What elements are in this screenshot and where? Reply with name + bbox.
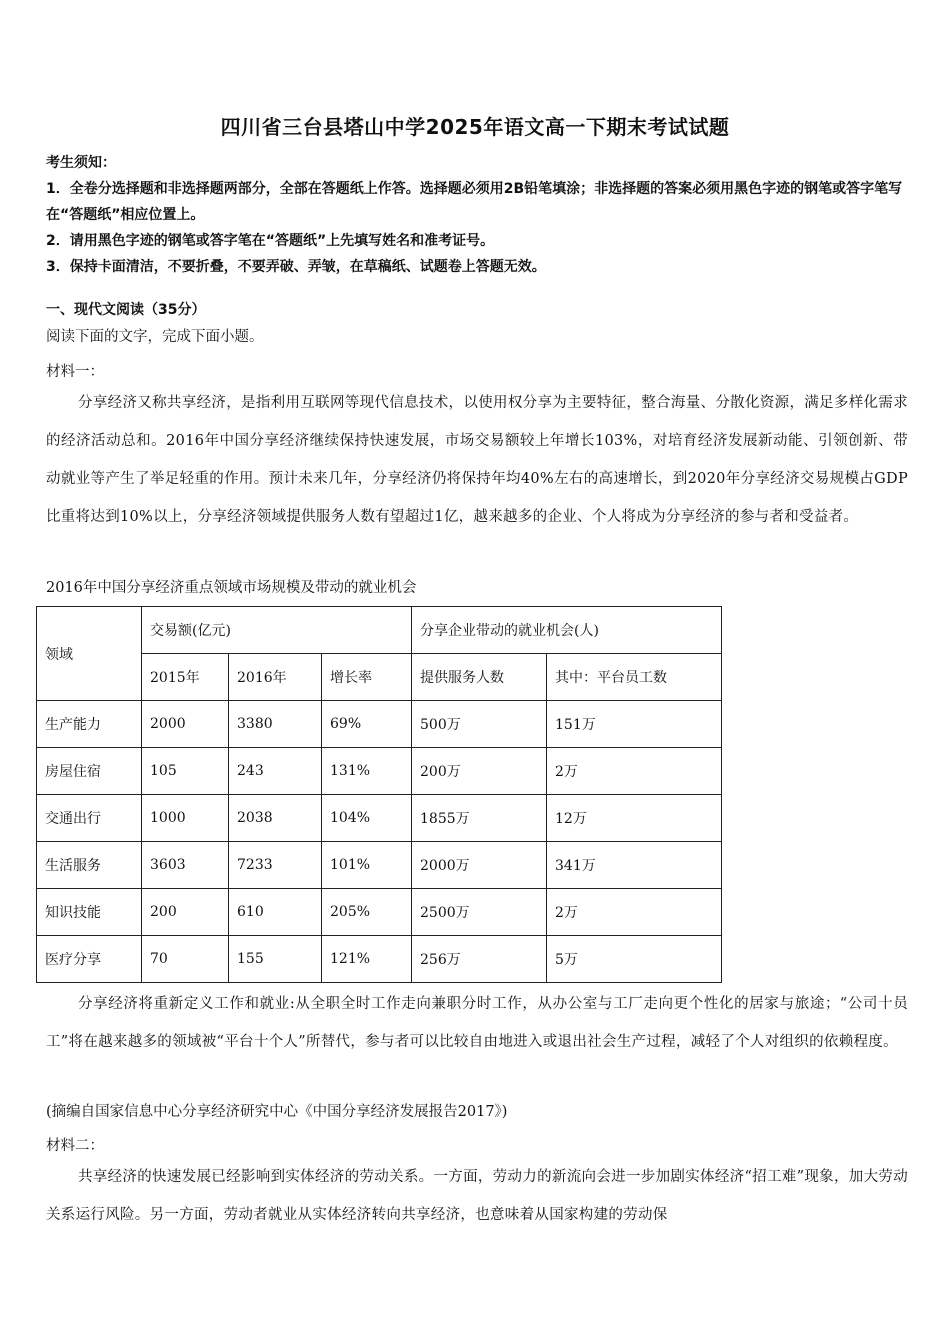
notice-item-1: 1．全卷分选择题和非选择题两部分，全部在答题纸上作答。选择题必须用2B铅笔填涂；非选择题的答案必须用黑色字迹的钢笔或答字笔写在“答题纸”相应位置上。 [46, 181, 903, 223]
table-cell: 104% [322, 795, 412, 842]
table-cell: 生活服务 [37, 842, 142, 889]
table-cell: 3380 [229, 701, 322, 748]
table-cell: 105 [142, 748, 229, 795]
header-2016: 2016年 [229, 654, 322, 701]
header-providers: 提供服务人数 [412, 654, 547, 701]
table-cell: 200万 [412, 748, 547, 795]
table-cell: 7233 [229, 842, 322, 889]
exam-notice [46, 150, 910, 280]
table-cell: 医疗分享 [37, 936, 142, 983]
header-growth: 增长率 [322, 654, 412, 701]
table-cell: 101% [322, 842, 412, 889]
material-1-label: 材料一： [46, 364, 104, 380]
table-cell: 69% [322, 701, 412, 748]
table-cell: 500万 [412, 701, 547, 748]
table-cell: 2000万 [412, 842, 547, 889]
table-cell: 151万 [547, 701, 722, 748]
material-2-label: 材料二： [46, 1138, 104, 1154]
table-cell: 200 [142, 889, 229, 936]
section-heading: 一、现代文阅读（35分） [46, 302, 206, 318]
table-cell: 70 [142, 936, 229, 983]
table-header-row-1 [37, 607, 722, 654]
table-cell: 341万 [547, 842, 722, 889]
notice-item-3: 3．保持卡面清洁，不要折叠，不要弄破、弄皱，在草稿纸、试题卷上答题无效。 [46, 259, 546, 275]
source-citation: (摘编自国家信息中心分享经济研究中心《中国分享经济发展报告2017》) [46, 1104, 508, 1120]
notice-heading: 考生须知： [46, 155, 116, 171]
table-cell: 2500万 [412, 889, 547, 936]
exam-title: 四川省三台县塔山中学2025年语文高一下期末考试试题 [220, 115, 730, 139]
table-cell: 610 [229, 889, 322, 936]
material-1-paragraph-2: 分享经济将重新定义工作和就业:从全职全时工作走向兼职分时工作，从办公室与工厂走向更个性化的居家与旅途；“公司十员工”将在越来越多的领域被“平台十个人”所替代，参与者可以比较自由地进入或退出社会生产过程，减轻了个人对组织的依赖程度。 [46, 996, 908, 1050]
table-cell: 2000 [142, 701, 229, 748]
table-cell: 生产能力 [37, 701, 142, 748]
header-trade-volume: 交易额(亿元) [142, 607, 412, 654]
table-cell: 131% [322, 748, 412, 795]
notice-item-2: 2．请用黑色字迹的钢笔或答字笔在“答题纸”上先填写姓名和准考证号。 [46, 233, 495, 249]
material-2-paragraph-1: 共享经济的快速发展已经影响到实体经济的劳动关系。一方面，劳动力的新流向会进一步加剧实体经济“招工难”现象，加大劳动关系运行风险。另一方面，劳动者就业从实体经济转向共享经济，也意味着从国家构建的劳动保 [46, 1169, 908, 1223]
table-cell: 2万 [547, 889, 722, 936]
table-row [37, 795, 722, 842]
table-row [37, 701, 722, 748]
table-cell: 5万 [547, 936, 722, 983]
table-row [37, 936, 722, 983]
table-cell: 256万 [412, 936, 547, 983]
header-field: 领域 [37, 607, 142, 701]
table-cell: 房屋住宿 [37, 748, 142, 795]
header-platform-staff: 其中：平台员工数 [547, 654, 722, 701]
header-2015: 2015年 [142, 654, 229, 701]
table-cell: 1855万 [412, 795, 547, 842]
table-row [37, 748, 722, 795]
table-cell: 2万 [547, 748, 722, 795]
material-1-paragraph-1: 分享经济又称共享经济，是指利用互联网等现代信息技术，以使用权分享为主要特征，整合海量、分散化资源，满足多样化需求的经济活动总和。2016年中国分享经济继续保持快速发展，市场交易额较上年增长103%，对培育经济发展新动能、引领创新、带动就业等产生了举足轻重的作用。预计未来几年，分享经济仍将保持年均40%左右的高速增长，到2020年分享经济交易规模占GDP比重将达到10%以上，分享经济领域提供服务人数有望超过1亿，越来越多的企业、个人将成为分享经济的参与者和受益者。 [46, 395, 908, 525]
table-cell: 知识技能 [37, 889, 142, 936]
table-row [37, 889, 722, 936]
table-cell: 3603 [142, 842, 229, 889]
header-jobs: 分享企业带动的就业机会(人) [412, 607, 722, 654]
table-cell: 12万 [547, 795, 722, 842]
table-cell: 2038 [229, 795, 322, 842]
table-caption: 2016年中国分享经济重点领域市场规模及带动的就业机会 [46, 580, 417, 596]
table-cell: 155 [229, 936, 322, 983]
table-cell: 243 [229, 748, 322, 795]
table-cell: 1000 [142, 795, 229, 842]
table-cell: 121% [322, 936, 412, 983]
table-row [37, 842, 722, 889]
table-cell: 205% [322, 889, 412, 936]
reading-instruction: 阅读下面的文字，完成下面小题。 [46, 329, 264, 345]
market-scale-table [36, 606, 722, 983]
table-cell: 交通出行 [37, 795, 142, 842]
